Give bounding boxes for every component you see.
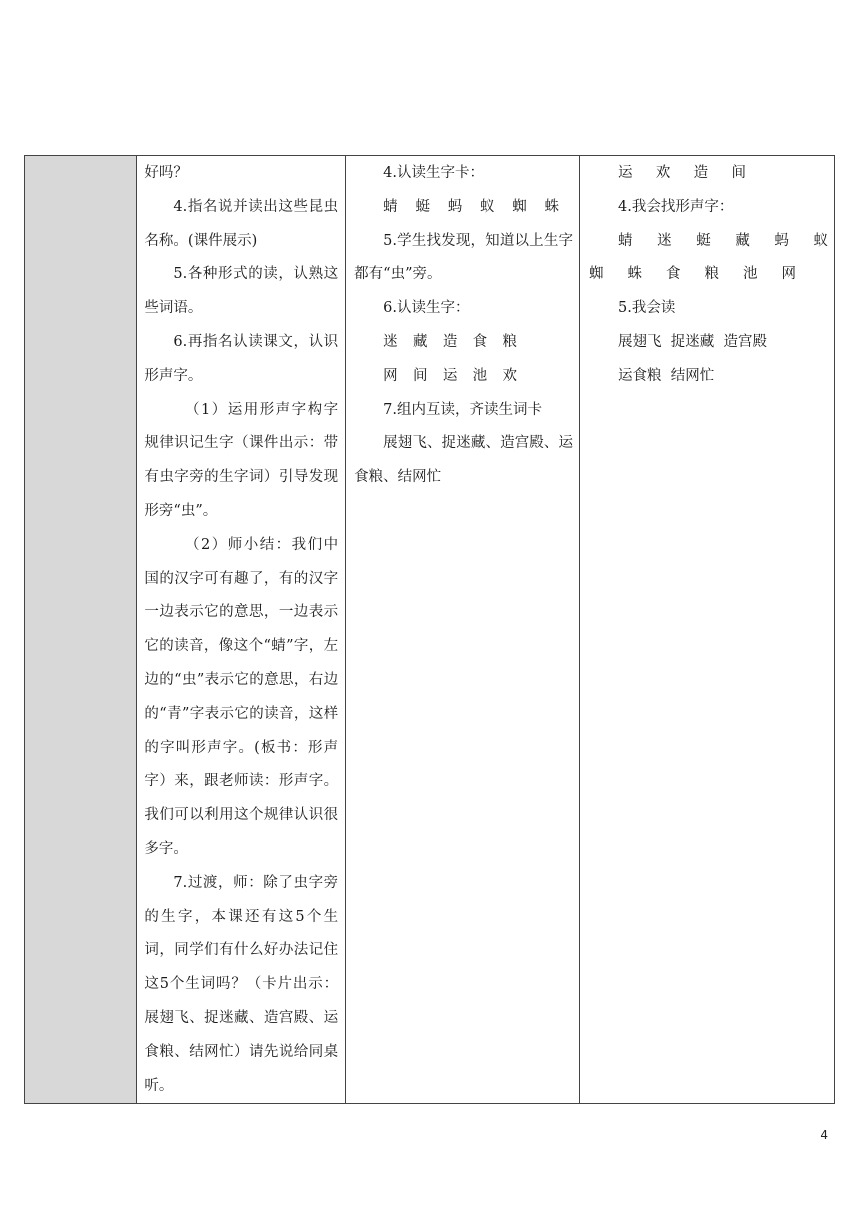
student-activity-cell <box>346 156 580 1104</box>
board-item-4: 4.我会找形声字： <box>618 198 734 215</box>
char: 藏 <box>413 333 428 350</box>
char: 蛛 <box>627 266 643 283</box>
student-phrases: 展翅飞、捉迷藏、造宫殿、运食粮、结网忙 <box>354 435 574 486</box>
char: 间 <box>413 367 428 384</box>
char-row <box>589 225 828 259</box>
char: 迷 <box>383 333 398 350</box>
char: 蜘 <box>512 198 527 215</box>
teacher-text: 4.指名说并读出这些昆虫名称。(课件展示) <box>144 198 339 249</box>
char-row <box>354 360 573 394</box>
table-row <box>25 156 835 1104</box>
page-number: 4 <box>820 1128 828 1142</box>
char: 蜓 <box>696 232 711 249</box>
char: 蜓 <box>415 198 430 215</box>
teacher-activity-cell <box>137 156 346 1104</box>
teacher-text: 好吗？ <box>144 165 188 181</box>
board-phrases: 运食粮 结网忙 <box>618 367 715 384</box>
char: 蜘 <box>589 266 604 283</box>
side-label-cell <box>25 156 137 1104</box>
char: 蜻 <box>383 198 398 215</box>
char: 粮 <box>502 333 517 350</box>
insect-char-row <box>354 191 573 225</box>
char-row <box>354 326 573 360</box>
char: 网 <box>781 266 796 283</box>
board-phrases: 展翅飞 捉迷藏 造宫殿 <box>618 333 767 350</box>
char: 造 <box>693 165 709 181</box>
char: 食 <box>666 266 681 283</box>
teacher-text: 6.再指名认读课文，认识形声字。 <box>144 333 339 384</box>
char: 欢 <box>655 165 671 181</box>
char: 蜻 <box>618 232 633 249</box>
char: 池 <box>742 266 758 283</box>
char-row <box>589 157 828 191</box>
char: 蛛 <box>544 198 559 215</box>
board-item-5: 5.我会读 <box>618 300 676 317</box>
char: 藏 <box>735 232 750 249</box>
char: 运 <box>442 367 458 384</box>
char: 运 <box>618 165 633 181</box>
char-row <box>589 258 828 292</box>
char: 造 <box>442 333 458 350</box>
char: 食 <box>472 333 488 350</box>
char: 蚁 <box>813 232 828 249</box>
board-writing-cell <box>580 156 835 1104</box>
char: 池 <box>472 367 488 384</box>
student-item-6: 6.认读生字： <box>383 300 470 317</box>
teacher-text: 5.各种形式的读，认熟这些词语。 <box>144 266 339 317</box>
char: 蚂 <box>447 198 463 215</box>
student-item-5: 5.学生找发现，知道以上生字都有“虫”旁。 <box>354 232 574 283</box>
char: 欢 <box>502 367 517 384</box>
char: 迷 <box>657 232 672 249</box>
lesson-plan-table <box>24 155 835 1104</box>
char: 蚁 <box>479 198 495 215</box>
char: 间 <box>731 165 746 181</box>
student-item-7: 7.组内互读，齐读生词卡 <box>383 401 543 418</box>
teacher-text: （2）师小结：我们中国的汉字可有趣了，有的汉字一边表示它的意思，一边表示它的读音，像这个“蜻”字，左边的“虫”表示它的意思，右边的“青”字表示它的读音，这样的字叫形声字。(板书：形声字）来，跟老师读：形声字。我们可以利用这个规律认识很多字。 <box>144 536 339 857</box>
teacher-text: （1）运用形声字构字规律识记生字（课件出示：带有虫字旁的生字词）引导发现形旁“虫”。 <box>144 401 339 519</box>
teacher-text: 7.过渡，师：除了虫字旁的生字，本课还有这5个生词，同学们有什么好办法记住这5个生词吗？（卡片出示：展翅飞、捉迷藏、造宫殿、运食粮、结网忙）请先说给同桌听。 <box>144 874 339 1094</box>
char: 蚂 <box>774 232 789 249</box>
char: 网 <box>383 367 398 384</box>
char: 粮 <box>704 266 719 283</box>
student-item-4: 4.认读生字卡： <box>383 165 485 181</box>
